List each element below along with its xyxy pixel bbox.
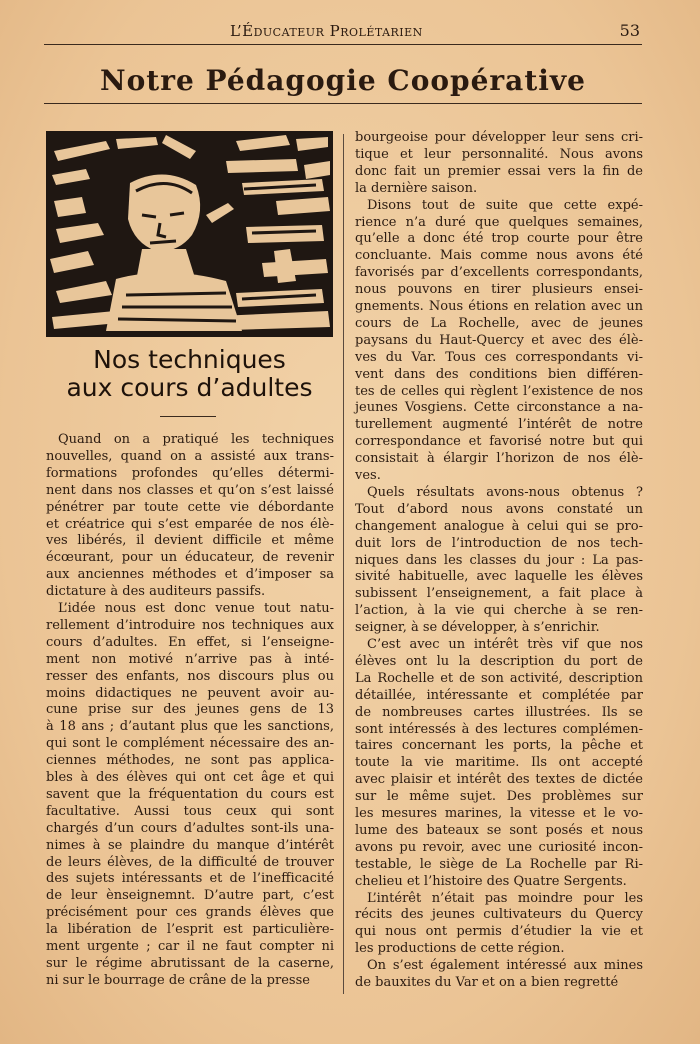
text-line: duit lors de l’introduction de nos tech- <box>355 535 643 551</box>
text-line: ment non motivé n’arrive pas à inté- <box>46 651 334 667</box>
text-line: écœurant, pour un éducateur, de revenir <box>46 550 334 566</box>
text-line: de leurs élèves, de la difficulté de trouver <box>46 854 334 870</box>
text-line: sont intéressés à des lectures complémen- <box>355 721 643 737</box>
text-line: ves du Var. Tous ces correspondants vi- <box>355 349 643 365</box>
text-line: gnements. Nous étions en relation avec un <box>355 299 643 314</box>
text-line: avons pu revoir, avec une curiosité incon- <box>355 839 643 855</box>
text-line: sivité habituelle, avec laquelle les élèves <box>355 569 643 585</box>
text-line: élèves ont lu la description du port de <box>355 653 643 669</box>
woodcut-illustration <box>46 131 333 337</box>
text-line: L’idée nous est donc venue tout natu- <box>58 601 334 616</box>
text-line: ni sur le bourrage de crâne de la presse <box>46 972 310 988</box>
text-line: précisément pour ces grands élèves que <box>46 905 334 921</box>
text-line: les mesures marines, la vitesse et le vo- <box>355 806 643 821</box>
text-line: changement analogue à celui qui se pro- <box>355 518 643 534</box>
text-line: sur le même sujet. Des problèmes sur <box>355 789 643 805</box>
text-line: La Rochelle et de son activité, description <box>355 670 643 686</box>
text-line: les productions de cette région. <box>355 941 565 957</box>
text-line: C’est avec un intérêt très vif que nos <box>367 637 643 652</box>
text-line: la dernière saison. <box>355 180 478 196</box>
text-line: tique et leur personnalité. Nous avons <box>355 146 643 162</box>
text-line: qu’elle a donc été trop courte pour être <box>355 231 643 247</box>
text-line: la libération de l’esprit est particulière- <box>46 922 334 938</box>
text-line: jeunes Vosgiens. Cette circonstance a na- <box>355 400 643 416</box>
text-line: rience n’a duré que quelques semaines, <box>355 214 643 230</box>
text-line: de nombreuses cartes illustrées. Ils se <box>355 704 643 720</box>
text-line: resser des enfants, nos discours plus ou <box>46 668 334 684</box>
text-line: correspondance et favorisé notre but qui <box>355 434 643 450</box>
text-line: testable, le siège de La Rochelle par Ri- <box>355 856 643 872</box>
text-line: nimes à se plaindre du manque d’intérêt <box>46 837 334 853</box>
text-line: lume des bateaux se sont posés et nous <box>355 822 643 838</box>
section-title-line-2: aux cours d’adultes <box>66 373 313 402</box>
text-line: Quels résultats avons-nous obtenus ? <box>367 484 643 500</box>
text-line: favorisés par d’excellents correspondants, <box>355 265 643 281</box>
column-divider <box>343 134 344 994</box>
text-line: aux anciennes méthodes et d’imposer sa <box>46 567 334 583</box>
text-line: vent dans des conditions bien différen- <box>355 366 643 382</box>
text-line: Tout d’abord nous avons constaté un <box>355 501 643 517</box>
text-line: à 18 ans ; d’autant plus que les sanctions, <box>46 719 334 735</box>
text-line: récits des jeunes cultivateurs du Quercy <box>355 907 643 923</box>
text-line: Disons tout de suite que cette expé- <box>367 197 643 213</box>
text-line: qui sont le complément nécessaire des an- <box>46 736 334 752</box>
running-head <box>44 20 642 45</box>
text-line: détaillée, intéressante et complétée par <box>355 687 643 703</box>
text-line: formations profondes qu’elles détermi- <box>46 465 334 481</box>
text-line: avec plaisir et intérêt des textes de dictée <box>355 772 643 788</box>
text-line: Quand on a pratiqué les techniques <box>58 432 334 447</box>
page-number: 53 <box>619 21 640 40</box>
text-line: chelieu et l’histoire des Quatre Sergents. <box>355 873 627 889</box>
text-line: de leur ènseignemnt. D’autre part, c’est <box>46 888 334 904</box>
section-rule <box>160 416 216 417</box>
text-line: qui nous ont permis d’étudier la vie et <box>355 924 643 940</box>
text-line: consistait à élargir l’horizon de nos élè- <box>355 451 643 467</box>
text-line: ciennes méthodes, ne sont pas applica- <box>46 753 334 769</box>
text-line: des sujets intéressants et de l’inefficacité <box>46 871 334 887</box>
text-line: nent dans nos classes et qu’on s’est laissé <box>46 482 334 498</box>
text-line: pénétrer par toute cette vie débordante <box>46 499 334 515</box>
text-line: facultative. Aussi tous ceux qui sont <box>46 803 334 819</box>
text-line: concluante. Mais comme nous avons été <box>355 248 643 264</box>
text-line: toute la vie maritime. Ils ont accepté <box>355 755 643 771</box>
text-line: subissent l’enseignement, a fait place à <box>355 586 643 602</box>
text-line: cune prise sur des jeunes gens de 13 <box>46 702 334 718</box>
text-line: seigner, à se développer, à s’enrichir. <box>355 620 600 636</box>
text-line: On s’est également intéressé aux mines <box>367 958 643 974</box>
text-line: l’action, à la vie qui cherche à se ren- <box>355 603 643 619</box>
text-line: ves libérés, il devient difficile et même <box>46 533 334 549</box>
text-line: donc fait un premier essai vers la fin de <box>355 163 643 179</box>
text-line: sur le régime abrutissant de la caserne, <box>46 955 334 971</box>
title-rule <box>44 103 642 104</box>
text-line: savent que la fréquentation du cours est <box>46 786 334 802</box>
text-line: L’intérêt n’était pas moindre pour les <box>367 890 643 906</box>
text-line: moins didactiques ne peuvent avoir au- <box>46 685 334 701</box>
text-line: chargés d’un cours d’adultes sont-ils una- <box>46 820 334 836</box>
running-title: L’Éducateur Prolétarien <box>230 22 423 40</box>
text-line: cours d’adultes. En effet, si l’enseigne- <box>46 634 334 650</box>
main-title: Notre Pédagogie Coopérative <box>100 64 586 97</box>
text-line: niques dans les classes du jour : La pas- <box>355 552 643 568</box>
section-title <box>46 346 333 402</box>
text-line: et créatrice qui s’est emparée de nos élè- <box>46 516 334 532</box>
text-line: bles à des élèves qui ont cet âge et qui <box>46 770 334 785</box>
text-line: nouvelles, quand on a assisté aux trans- <box>46 448 334 464</box>
text-line: tes de celles qui règlent l’existence de nos <box>355 383 643 399</box>
text-line: bourgeoise pour développer leur sens cri- <box>355 130 643 145</box>
text-line: cours de La Rochelle, avec de jeunes <box>355 315 643 331</box>
text-line: turellement augmenté l’intérêt de notre <box>355 417 643 433</box>
section-title-line-1: Nos techniques <box>93 345 286 374</box>
text-line: paysans du Haut-Quercy et avec des élè- <box>355 332 643 348</box>
text-line: ment urgente ; car il ne faut compter ni <box>46 939 334 954</box>
text-line: dictature à des auditeurs passifs. <box>46 584 266 600</box>
text-line: rellement d’introduire nos techniques aux <box>46 617 334 633</box>
text-line: nous pouvons en tirer plusieurs ensei- <box>355 282 643 298</box>
text-line: de bauxites du Var et on a bien regretté <box>355 975 619 990</box>
text-line: taires concernant les ports, la pêche et <box>355 738 643 754</box>
text-line: ves. <box>355 468 381 483</box>
